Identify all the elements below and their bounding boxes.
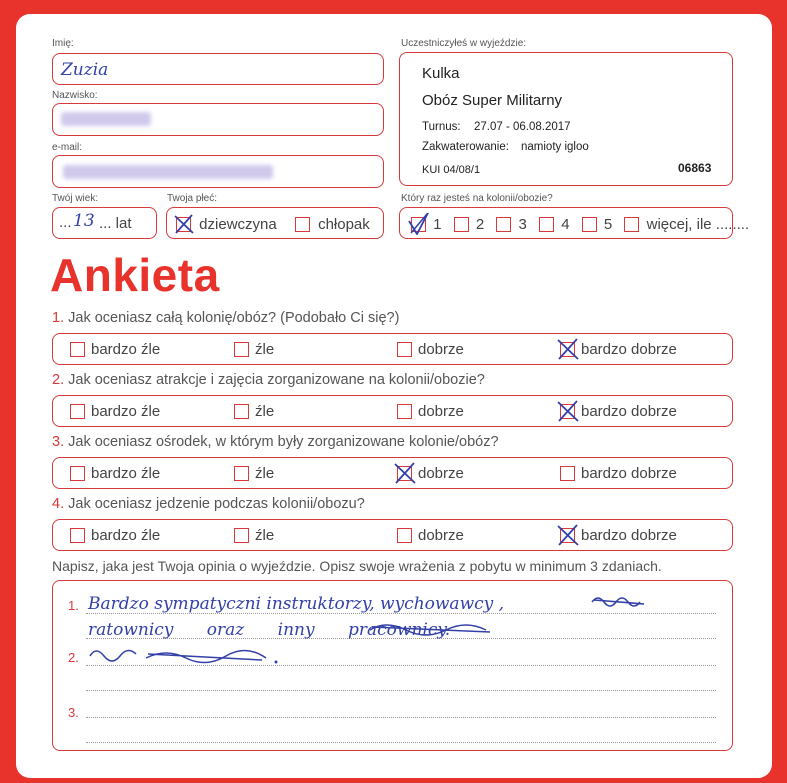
female-checkbox[interactable] — [176, 217, 191, 232]
scribble-icon — [590, 592, 650, 612]
times-1-checkbox[interactable] — [411, 217, 426, 232]
rating-label: dobrze — [418, 402, 464, 420]
name-label: Imię: — [52, 38, 74, 49]
rating-option[interactable] — [560, 526, 677, 544]
rating-option[interactable] — [234, 464, 274, 482]
rating-label: dobrze — [418, 340, 464, 358]
rating-option[interactable] — [70, 526, 160, 544]
question-2-options — [52, 395, 733, 427]
rating-checkbox[interactable] — [234, 404, 249, 419]
rating-label: bardzo źle — [91, 340, 161, 358]
rating-option[interactable] — [70, 402, 160, 420]
question-1-options — [52, 333, 733, 365]
question-label: Jak oceniasz ośrodek, w którym były zorganizowane kolonie/obóz? — [68, 434, 499, 450]
rating-checkbox[interactable] — [234, 528, 249, 543]
times-field — [399, 207, 750, 239]
cross-mark-icon — [408, 213, 430, 235]
rating-label: dobrze — [418, 464, 464, 482]
rating-label: bardzo źle — [91, 402, 161, 420]
question-number: 3. — [52, 434, 65, 450]
rating-option[interactable] — [397, 340, 464, 358]
rating-label: bardzo dobrze — [581, 464, 677, 482]
rating-option[interactable] — [234, 526, 274, 544]
rating-checkbox[interactable] — [70, 528, 85, 543]
rating-label: bardzo dobrze — [581, 340, 677, 358]
surname-label: Nazwisko: — [52, 90, 98, 101]
cross-mark-icon — [557, 338, 579, 360]
times-5-checkbox[interactable] — [582, 217, 597, 232]
cross-mark-icon — [557, 524, 579, 546]
camp-label: Uczestniczyłeś w wyjeździe: — [401, 38, 527, 49]
question-number: 2. — [52, 372, 65, 388]
rating-option[interactable] — [560, 340, 677, 358]
redacted-surname — [61, 112, 151, 126]
opinion-line-1: Bardzo sympatyczni instruktorzy, wychowawcy , — [88, 594, 505, 614]
scribble-icon — [366, 618, 496, 640]
question-label: Jak oceniasz jedzenie podczas kolonii/obozu? — [68, 496, 365, 512]
rating-checkbox[interactable] — [397, 404, 412, 419]
times-2-label: 2 — [475, 215, 485, 233]
question-number: 4. — [52, 496, 65, 512]
question-label: Jak oceniasz atrakcje i zajęcia zorganizowane na kolonii/obozie? — [68, 372, 485, 388]
rating-option[interactable] — [397, 402, 464, 420]
rating-label: źle — [255, 402, 275, 420]
gender-label: Twoja płeć: — [167, 193, 218, 204]
rating-checkbox[interactable] — [560, 342, 575, 357]
times-5-label: 5 — [603, 215, 613, 233]
question-3-text — [52, 434, 499, 450]
age-dots: ... — [59, 214, 72, 231]
writing-line — [86, 742, 716, 743]
gender-field — [166, 207, 384, 239]
times-2-checkbox[interactable] — [454, 217, 469, 232]
rating-option[interactable] — [70, 340, 160, 358]
surname-field[interactable] — [52, 103, 384, 136]
rating-checkbox[interactable] — [397, 342, 412, 357]
camp-info-box — [399, 52, 733, 186]
rating-label: bardzo źle — [91, 464, 161, 482]
times-4-label: 4 — [561, 215, 570, 233]
rating-option[interactable] — [234, 340, 274, 358]
cross-mark-icon — [173, 213, 195, 235]
rating-label: bardzo dobrze — [581, 526, 677, 544]
scribble-icon — [86, 644, 286, 668]
male-checkbox[interactable] — [295, 217, 310, 232]
writing-line — [86, 717, 716, 718]
age-label: Twój wiek: — [52, 193, 99, 204]
writing-line — [86, 690, 716, 691]
name-value: Zuzia — [61, 60, 109, 80]
camp-org: Kulka — [422, 65, 460, 82]
rating-label: dobrze — [418, 526, 464, 544]
redacted-email — [63, 165, 273, 179]
camp-code: KUI 04/08/1 — [422, 164, 481, 176]
rating-option[interactable] — [560, 464, 677, 482]
times-label: Który raz jesteś na kolonii/obozie? — [401, 193, 553, 204]
male-label: chłopak — [318, 215, 370, 233]
question-1-text — [52, 310, 399, 326]
rating-checkbox[interactable] — [397, 466, 412, 481]
rating-label: bardzo źle — [91, 526, 161, 544]
rating-option[interactable] — [560, 402, 677, 420]
email-field[interactable] — [52, 155, 384, 188]
rating-checkbox[interactable] — [234, 342, 249, 357]
rating-checkbox[interactable] — [397, 528, 412, 543]
female-label: dziewczyna — [199, 215, 277, 233]
survey-title: Ankieta — [50, 249, 220, 301]
cross-mark-icon — [394, 462, 416, 484]
age-suffix: ... lat — [99, 215, 132, 232]
age-field[interactable] — [52, 207, 157, 239]
times-1-label: 1 — [433, 215, 442, 233]
rating-checkbox[interactable] — [70, 404, 85, 419]
name-field[interactable] — [52, 53, 384, 85]
rating-label: źle — [255, 526, 275, 544]
camp-number: 06863 — [678, 161, 712, 175]
question-4-text — [52, 496, 365, 512]
rating-checkbox[interactable] — [560, 404, 575, 419]
opinion-prompt: Napisz, jaka jest Twoja opinia o wyjeździe. Opisz swoje wrażenia z pobytu w minimum 3 zdaniach. — [52, 558, 662, 574]
question-2-text — [52, 372, 485, 388]
rating-checkbox[interactable] — [70, 466, 85, 481]
times-4-checkbox[interactable] — [539, 217, 554, 232]
rating-checkbox[interactable] — [560, 528, 575, 543]
rating-label: źle — [255, 340, 275, 358]
rating-checkbox[interactable] — [234, 466, 249, 481]
rating-label: bardzo dobrze — [581, 402, 677, 420]
camp-lodging: namioty igloo — [521, 141, 589, 153]
times-more-checkbox[interactable] — [624, 217, 639, 232]
rating-option[interactable] — [397, 464, 464, 482]
question-label: Jak oceniasz całą kolonię/obóz? (Podobało Ci się?) — [68, 310, 400, 326]
camp-lodging-label: Zakwaterowanie: — [422, 141, 509, 153]
rating-option[interactable] — [234, 402, 274, 420]
rating-label: źle — [255, 464, 275, 482]
rating-option[interactable] — [397, 526, 464, 544]
opinion-line-2-number: 2. — [68, 650, 79, 665]
rating-checkbox[interactable] — [560, 466, 575, 481]
cross-mark-icon — [557, 400, 579, 422]
opinion-line-1-number: 1. — [68, 598, 79, 613]
times-3-label: 3 — [518, 215, 527, 233]
times-3-checkbox[interactable] — [496, 217, 511, 232]
question-number: 1. — [52, 310, 65, 326]
camp-turnus: 27.07 - 06.08.2017 — [474, 121, 571, 133]
rating-checkbox[interactable] — [70, 342, 85, 357]
rating-option[interactable] — [70, 464, 160, 482]
times-more-label: więcej, ile ........ — [646, 215, 750, 233]
opinion-line-3-number: 3. — [68, 705, 79, 720]
opinion-line-2: ratownicy oraz inny pracownicy. — [88, 620, 451, 640]
question-3-options — [52, 457, 733, 489]
question-4-options — [52, 519, 733, 551]
camp-turnus-label: Turnus: — [422, 121, 461, 133]
email-label: e-mail: — [52, 142, 83, 153]
camp-name: Obóz Super Militarny — [422, 92, 563, 109]
age-value: 13 — [73, 211, 95, 231]
